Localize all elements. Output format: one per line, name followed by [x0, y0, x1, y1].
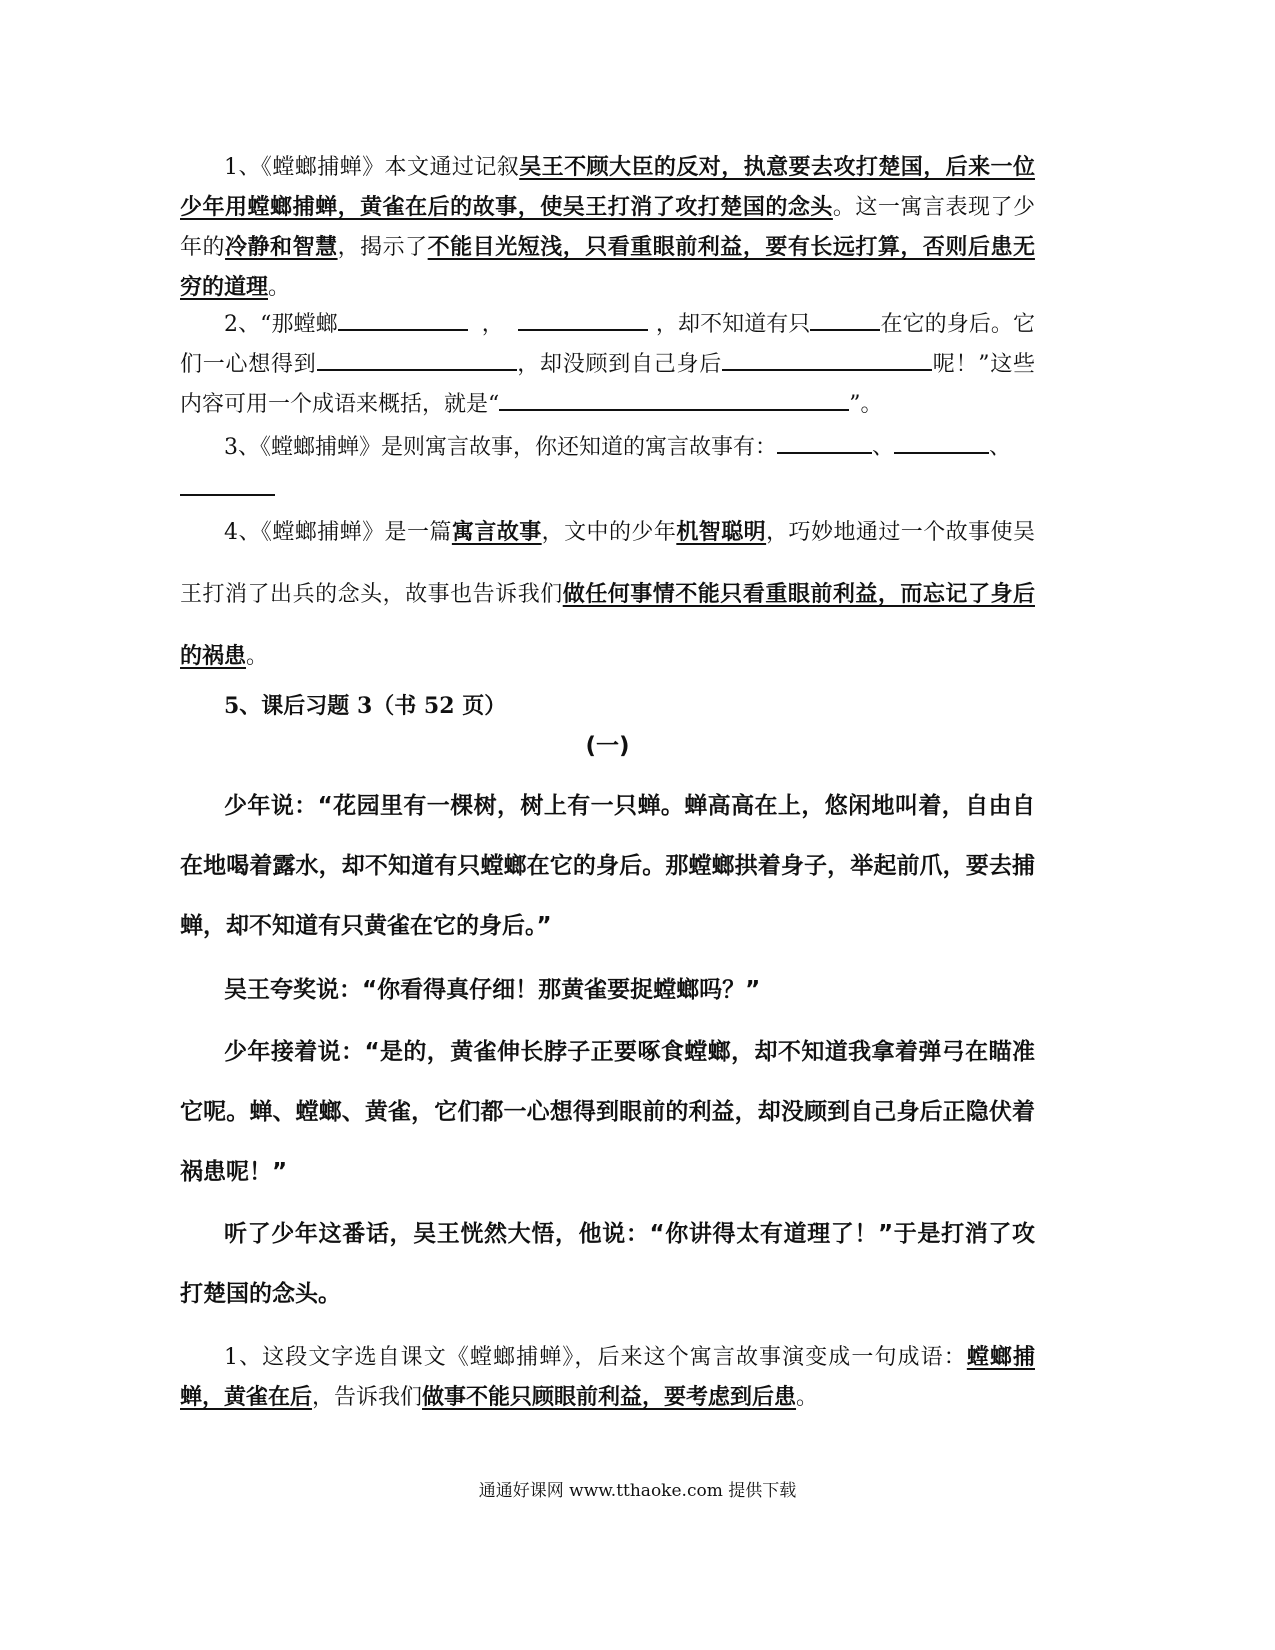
passage-paragraph-2: 吴王夸奖说：“你看得真仔细！那黄雀要捉螳螂吗？” [224, 977, 761, 1003]
fill-blank[interactable] [180, 472, 275, 496]
question-3 [180, 426, 1035, 470]
question-2 [180, 305, 1035, 425]
q2-text: ， [481, 312, 504, 337]
q4-answer-2: 机智聪明 [676, 520, 767, 545]
q1-answer-3: 不能目光短浅，只看重眼前利益，要有长远打算，否则后患无穷的道理 [180, 235, 1035, 300]
section-title: (一) [585, 733, 630, 759]
q4-answer-1: 寓言故事 [451, 520, 542, 545]
sub-q1-answer-1: 螳螂捕蝉，黄雀在后 [180, 1345, 1035, 1410]
q2-text: ，却没顾到自己身后 [516, 352, 722, 377]
fill-blank[interactable] [317, 347, 517, 371]
q1-answer-2: 冷静和智慧 [225, 235, 338, 260]
q4-text: ，文中的少年 [541, 520, 677, 545]
sub-q1-text: 。 [796, 1385, 819, 1410]
q2-text: ”。 [849, 392, 883, 417]
q1-text: 。 [268, 275, 291, 300]
fill-blank[interactable] [499, 387, 849, 411]
q3-text: 3、《螳螂捕蝉》是则寓言故事，你还知道的寓言故事有： [224, 435, 777, 460]
q4-text: ，巧妙地通过一个故事使吴王打消了出兵的念头，故事也告诉我们 [180, 520, 1035, 607]
q1-text: ，揭示了 [337, 235, 428, 260]
q4-text: 4、《螳螂捕蝉》是一篇 [224, 520, 452, 545]
q4-answer-3: 做任何事情不能只看重眼前利益，而忘记了身后的祸患 [180, 582, 1035, 669]
separator: 、 [989, 435, 1012, 460]
fill-blank[interactable] [777, 430, 872, 454]
q4-text: 。 [246, 644, 269, 669]
fill-blank[interactable] [722, 347, 932, 371]
sub-question-1 [180, 1338, 1035, 1418]
passage-paragraph-3: 少年接着说：“是的，黄雀伸长脖子正要啄食螳螂，却不知道我拿着弹弓在瞄准它呢。蝉、螳螂、黄雀，它们都一心想得到眼前的利益，却没顾到自己身后正隐伏着祸患呢！” [180, 1039, 1035, 1185]
passage-paragraph-1: 少年说：“花园里有一棵树，树上有一只蝉。蝉高高在上，悠闲地叫着，自由自在地喝着露水，却不知道有只螳螂在它的身后。那螳螂拱着身子，举起前爪，要去捕蝉，却不知道有只黄雀在它的身后。” [180, 793, 1035, 939]
sub-q1-text: 1、这段文字选自课文《螳螂捕蝉》，后来这个寓言故事演变成一句成语： [224, 1345, 967, 1370]
q2-text: ，却不知道有只 [655, 312, 811, 337]
q1-text: 1、《螳螂捕蝉》本文通过记叙 [224, 155, 520, 180]
q1-text: 。这一寓言表现了少年的 [180, 195, 1035, 260]
passage-paragraph-4: 听了少年这番话，吴王恍然大悟，他说：“你讲得太有道理了！”于是打消了攻打楚国的念头。 [180, 1221, 1035, 1307]
q1-answer-1: 吴王不顾大臣的反对，执意要去攻打楚国，后来一位少年用螳螂捕蝉，黄雀在后的故事，使吴王打消了攻打楚国的念头 [180, 155, 1035, 220]
fill-blank[interactable] [894, 430, 989, 454]
question-4 [180, 502, 1035, 688]
q2-text: 在它的身后。它们一心想得到 [180, 312, 1035, 377]
fill-blank[interactable] [810, 307, 880, 331]
sub-q1-answer-2: 做事不能只顾眼前利益，要考虑到后患 [422, 1385, 797, 1410]
fill-blank[interactable] [518, 307, 648, 331]
q2-text: 呢！”这些内容可用一个成语来概括，就是“ [180, 352, 1035, 417]
q2-text: 2、“那螳螂 [224, 312, 338, 337]
sub-q1-text: ，告诉我们 [312, 1385, 423, 1410]
fill-blank[interactable] [338, 307, 468, 331]
page-footer: 通通好课网 www.tthaoke.com 提供下载 [478, 1481, 797, 1501]
separator: 、 [872, 435, 895, 460]
question-5: 5、课后习题 3（书 52 页） [224, 693, 507, 719]
question-1 [180, 148, 1035, 308]
